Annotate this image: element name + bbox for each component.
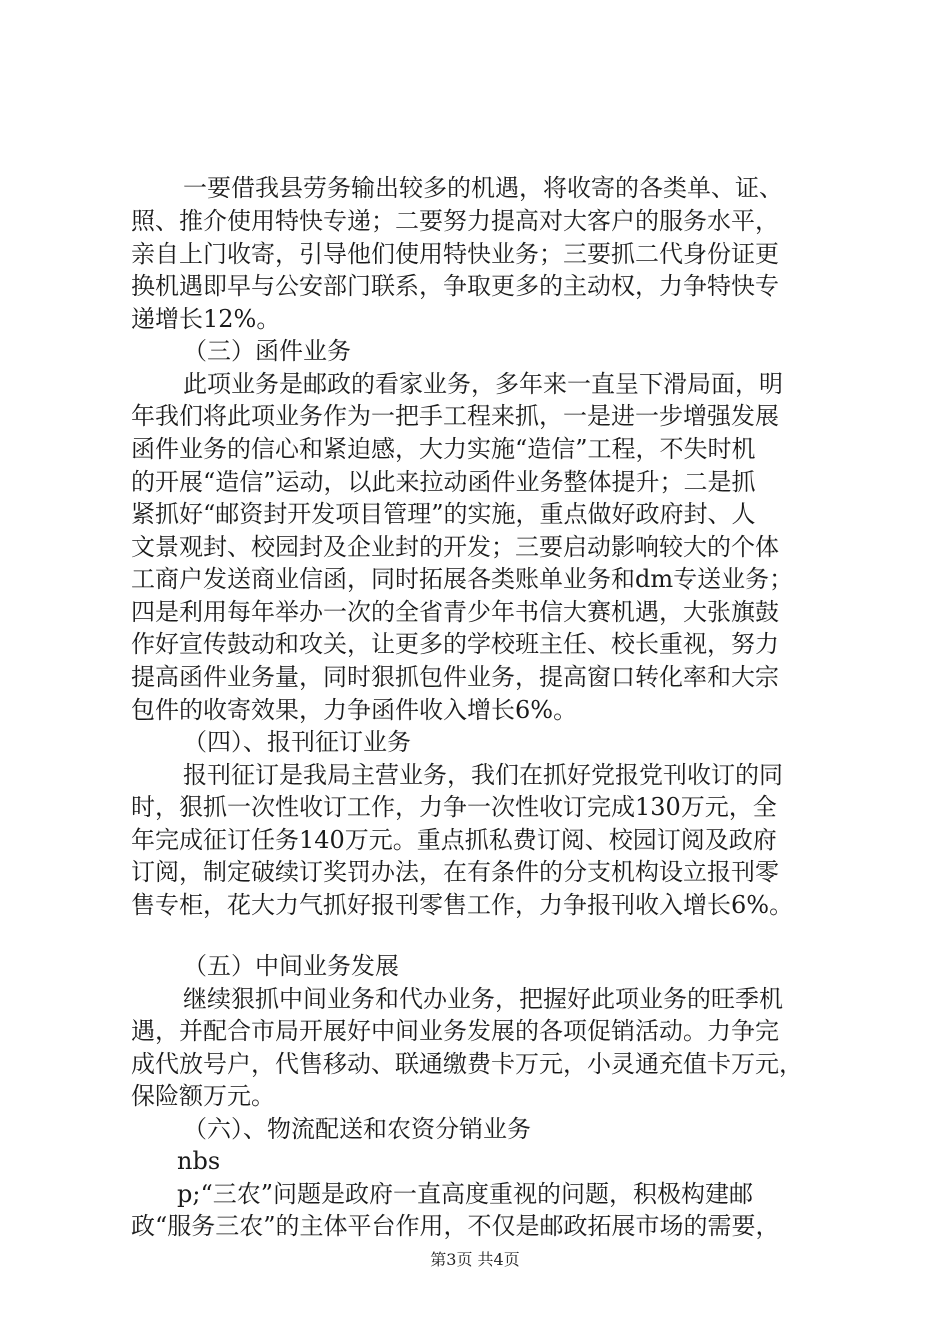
paragraph-line: 递增长12%。 (131, 305, 281, 333)
paragraph-line: 售专柜，花大力气抓好报刊零售工作，力争报刊收入增长6%。 (131, 891, 794, 919)
paragraph-line: p;“三农”问题是政府一直高度重视的问题，积极构建邮 (177, 1180, 753, 1208)
paragraph-line: 订阅，制定破续订奖罚办法，在有条件的分支机构设立报刊零 (131, 858, 779, 886)
paragraph-line: nbs (177, 1147, 221, 1175)
paragraph-line: 四是利用每年举办一次的全省青少年书信大赛机遇，大张旗鼓 (131, 598, 779, 626)
paragraph-line: 函件业务的信心和紧迫感，大力实施“造信”工程，不失时机 (131, 435, 756, 463)
paragraph-line: 报刊征订是我局主营业务，我们在抓好党报党刊收订的同 (183, 761, 783, 789)
paragraph-line: 作好宣传鼓动和攻关，让更多的学校班主任、校长重视，努力 (131, 630, 779, 658)
paragraph-line: 照、推介使用特快专递；二要努力提高对大客户的服务水平， (131, 207, 779, 235)
paragraph-line: 提高函件业务量，同时狠抓包件业务，提高窗口转化率和大宗 (131, 663, 779, 691)
paragraph-line: 工商户发送商业信函，同时拓展各类账单业务和dm专送业务； (131, 565, 794, 593)
paragraph-line: 保险额万元。 (131, 1082, 275, 1110)
section-heading: （五）中间业务发展 (183, 952, 399, 980)
paragraph-line: 政“服务三农”的主体平台作用，不仅是邮政拓展市场的需要， (131, 1212, 780, 1240)
paragraph-line: 年完成征订任务140万元。重点抓私费订阅、校园订阅及政府 (131, 826, 777, 854)
paragraph-line: 此项业务是邮政的看家业务，多年来一直呈下滑局面，明 (183, 370, 783, 398)
paragraph-line: 时，狠抓一次性收订工作，力争一次性收订完成130万元，全 (131, 793, 777, 821)
page-footer: 第3页 共4页 (430, 1250, 520, 1269)
paragraph-line: 的开展“造信”运动，以此来拉动函件业务整体提升；二是抓 (131, 468, 756, 496)
paragraph-line: 年我们将此项业务作为一把手工程来抓，一是进一步增强发展 (131, 402, 779, 430)
section-heading: （六）、物流配送和农资分销业务 (183, 1115, 531, 1143)
paragraph-line: 文景观封、校园封及企业封的开发；三要启动影响较大的个体 (131, 533, 779, 561)
paragraph-line: 紧抓好“邮资封开发项目管理”的实施，重点做好政府封、人 (131, 500, 756, 528)
paragraph-line: 包件的收寄效果，力争函件收入增长6%。 (131, 696, 578, 724)
paragraph-line: 继续狠抓中间业务和代办业务，把握好此项业务的旺季机 (183, 985, 783, 1013)
paragraph-line: 成代放号户，代售移动、联通缴费卡万元，小灵通充值卡万元， (131, 1050, 803, 1078)
paragraph-line: 亲自上门收寄，引导他们使用特快业务；三要抓二代身份证更 (131, 240, 779, 268)
paragraph-line: 一要借我县劳务输出较多的机遇，将收寄的各类单、证、 (183, 174, 783, 202)
section-heading: （三）函件业务 (183, 337, 351, 365)
section-heading: （四）、报刊征订业务 (183, 728, 411, 756)
paragraph-line: 换机遇即早与公安部门联系，争取更多的主动权，力争特快专 (131, 272, 779, 300)
paragraph-line: 遇，并配合市局开展好中间业务发展的各项促销活动。力争完 (131, 1017, 779, 1045)
